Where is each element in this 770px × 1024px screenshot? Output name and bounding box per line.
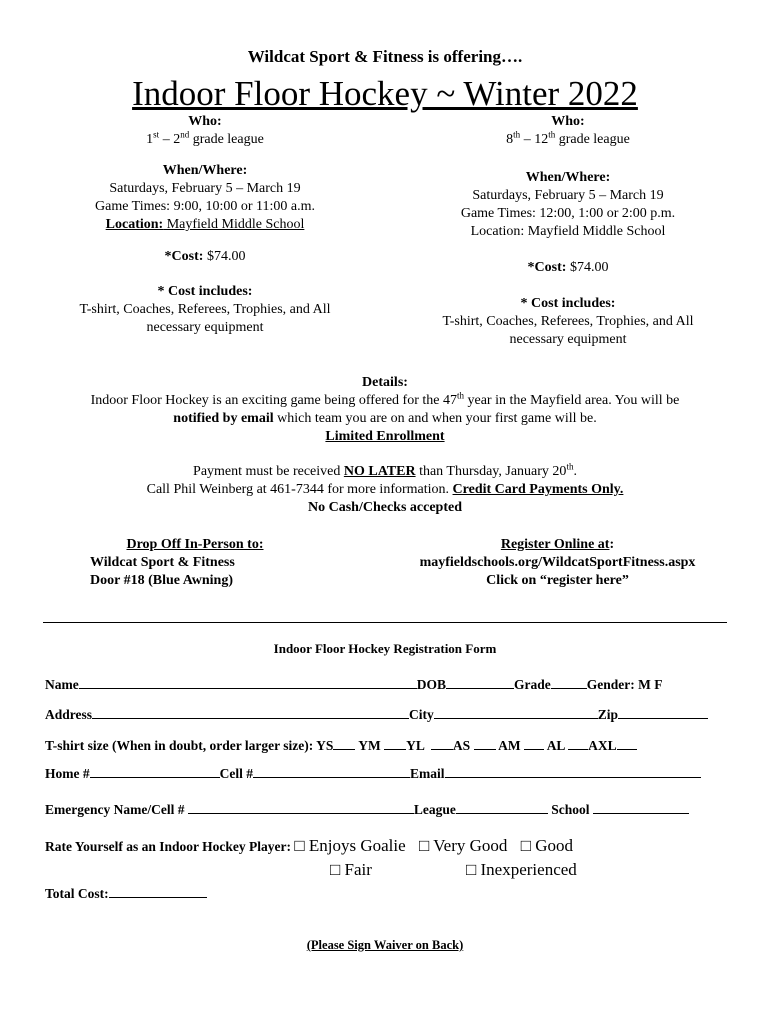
tshirt-row: T-shirt size (When in doubt, order larger size): YS YM YL AS AM AL AXL	[45, 736, 637, 754]
rating-very-good[interactable]: □ Very Good	[419, 836, 508, 855]
dropoff-section	[90, 536, 300, 590]
form-title: Indoor Floor Hockey Registration Form	[273, 641, 497, 656]
right-column	[418, 113, 718, 349]
no-cash-note: No Cash/Checks accepted	[308, 500, 462, 515]
game-times: Game Times: 9:00, 10:00 or 11:00 a.m.	[95, 199, 315, 214]
size-ys-field[interactable]	[333, 736, 355, 750]
limited-enrollment: Limited Enrollment	[325, 429, 445, 444]
when-where-label: When/Where:	[525, 170, 611, 185]
phone-row: Home # Cell # Email	[45, 764, 701, 782]
total-row: Total Cost:	[45, 884, 207, 902]
details-text: Indoor Floor Hockey is an exciting game being offered for the 47th year in the Mayfield area. You will be	[90, 390, 680, 408]
name-field[interactable]	[79, 675, 417, 689]
cost-includes: T-shirt, Coaches, Referees, Trophies, and All necessary equipment	[442, 314, 694, 347]
divider	[43, 622, 727, 623]
emergency-field[interactable]	[188, 800, 414, 814]
dates: Saturdays, February 5 – March 19	[109, 181, 301, 196]
size-as-field[interactable]	[474, 736, 496, 750]
cost: *Cost: $74.00	[164, 249, 246, 264]
grade-league: 8th – 12th grade league	[506, 129, 630, 147]
grade-field[interactable]	[551, 675, 587, 689]
dropoff-name: Wildcat Sport & Fitness	[90, 555, 235, 570]
dropoff-label: Drop Off In-Person to:	[126, 537, 264, 552]
address-field[interactable]	[92, 705, 409, 719]
game-times: Game Times: 12:00, 1:00 or 2:00 p.m.	[460, 206, 676, 221]
who-label: Who:	[551, 114, 585, 129]
name-row: Name DOB Grade Gender: M F	[45, 677, 663, 692]
size-yl-field[interactable]	[431, 736, 453, 750]
rating-fair[interactable]: □ Fair	[330, 860, 372, 879]
rating-good[interactable]: □ Good	[520, 836, 574, 855]
league-field[interactable]	[456, 800, 548, 814]
email-field[interactable]	[445, 764, 701, 778]
cost-includes: T-shirt, Coaches, Referees, Trophies, and All necessary equipment	[79, 302, 331, 335]
offering-heading: Wildcat Sport & Fitness is offering….	[247, 47, 523, 66]
who-label: Who:	[188, 114, 222, 129]
dob-field[interactable]	[446, 675, 514, 689]
rating-row: Rate Yourself as an Indoor Hockey Player: □ Enjoys Goalie □ Very Good □ Good	[45, 836, 574, 855]
register-click: Click on “register here”	[486, 573, 629, 588]
cost: *Cost: $74.00	[527, 260, 609, 275]
size-axl-field[interactable]	[617, 736, 637, 750]
dropoff-door: Door #18 (Blue Awning)	[90, 573, 233, 588]
left-column	[55, 113, 355, 337]
grade-league: 1st – 2nd grade league	[146, 129, 264, 147]
cost-includes-label: * Cost includes:	[520, 296, 616, 311]
zip-field[interactable]	[618, 705, 708, 719]
page-title: Indoor Floor Hockey ~ Winter 2022	[132, 74, 638, 113]
address-row: Address City Zip	[45, 705, 708, 723]
size-al-field[interactable]	[568, 736, 588, 750]
rating-inexperienced[interactable]: □ Inexperienced	[466, 860, 577, 879]
payment-section	[40, 463, 730, 517]
location: Location: Mayfield Middle School	[470, 224, 666, 239]
rating-enjoys-goalie[interactable]: □ Enjoys Goalie	[294, 836, 406, 855]
city-field[interactable]	[434, 705, 598, 719]
details-section	[40, 374, 730, 446]
cost-includes-label: * Cost includes:	[157, 284, 253, 299]
school-field[interactable]	[593, 800, 689, 814]
home-phone-field[interactable]	[90, 764, 220, 778]
register-url[interactable]: mayfieldschools.org/WildcatSportFitness.aspx	[419, 555, 696, 570]
total-cost-field[interactable]	[109, 884, 207, 898]
details-text-2: notified by email which team you are on and when your first game will be.	[173, 411, 597, 426]
payment-deadline: Payment must be received NO LATER than Thursday, January 20th.	[193, 461, 577, 479]
emergency-row: Emergency Name/Cell # League School	[45, 800, 689, 818]
when-where-label: When/Where:	[162, 163, 248, 178]
size-am-field[interactable]	[524, 736, 544, 750]
waiver-note: (Please Sign Waiver on Back)	[306, 938, 464, 952]
location: Location: Mayfield Middle School	[105, 217, 305, 232]
payment-contact: Call Phil Weinberg at 461-7344 for more information. Credit Card Payments Only.	[146, 482, 624, 497]
online-section	[390, 536, 725, 590]
online-label: Register Online at:	[500, 537, 615, 552]
cell-phone-field[interactable]	[253, 764, 410, 778]
details-label: Details:	[362, 375, 408, 390]
dates: Saturdays, February 5 – March 19	[472, 188, 664, 203]
size-ym-field[interactable]	[384, 736, 406, 750]
